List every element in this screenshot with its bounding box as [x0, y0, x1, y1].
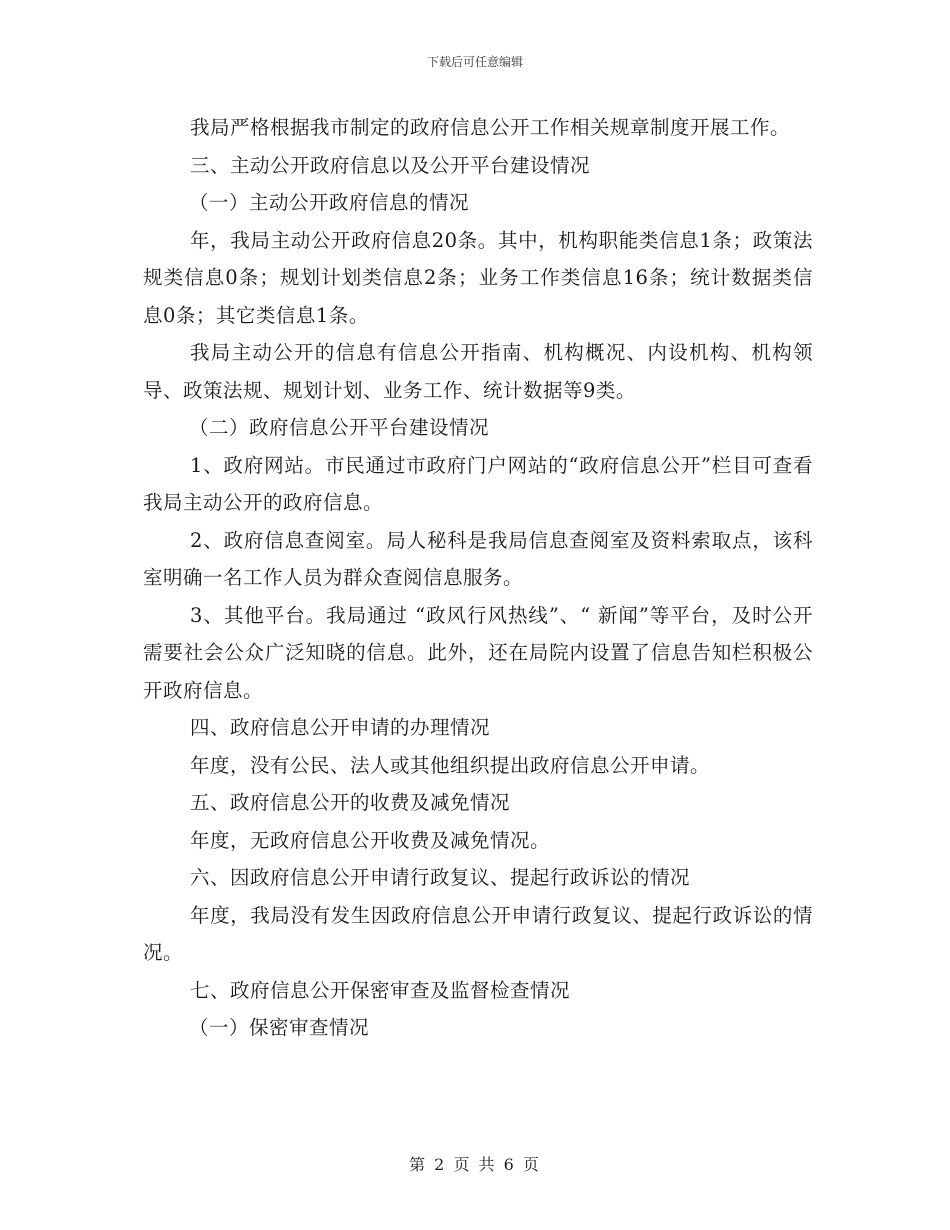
subsection-heading-7-1: （一）保密审查情况 — [189, 1016, 370, 1039]
header-note: 下载后可任意编辑 — [426, 55, 523, 69]
section-heading-3: 三、主动公开政府信息以及公开平台建设情况 — [190, 153, 591, 177]
paragraph-disclosure-count: 年，我局主动公开政府信息20条。其中，机构职能类信息1条；政策法规类信息0条；规划计划类信息2条；业务工作类信息16条；统计数据类信息0条；其它类信息1条。 — [143, 228, 813, 327]
subsection-heading-3-2: （二）政府信息公开平台建设情况 — [189, 416, 490, 439]
paragraph-government-website: 1、政府网站。市民通过市政府门户网站的“政府信息公开”栏目可查看我局主动公开的政府信息。 — [143, 453, 813, 514]
document-body — [143, 109, 813, 1047]
section-heading-5: 五、政府信息公开的收费及减免情况 — [190, 791, 511, 814]
paragraph-reading-room: 2、政府信息查阅室。局人秘科是我局信息查阅室及资料索取点，该科室明确一名工作人员为群众查阅信息服务。 — [143, 528, 813, 589]
page-number: 第 2 页 共 6 页 — [409, 1155, 541, 1174]
subsection-heading-3-1: （一）主动公开政府信息的情况 — [189, 191, 470, 214]
paragraph-review-litigation: 年度，我局没有发生因政府信息公开申请行政复议、提起行政诉讼的情况。 — [143, 903, 813, 964]
section-heading-7: 七、政府信息公开保密审查及监督检查情况 — [190, 978, 571, 1002]
paragraph-disclosure-categories: 我局主动公开的信息有信息公开指南、机构概况、内设机构、机构领导、政策法规、规划计划、业务工作、统计数据等9类。 — [143, 341, 813, 402]
paragraph-applications: 年度，没有公民、法人或其他组织提出政府信息公开申请。 — [190, 753, 711, 777]
section-heading-4: 四、政府信息公开申请的办理情况 — [190, 716, 491, 739]
paragraph-fees: 年度，无政府信息公开收费及减免情况。 — [190, 828, 551, 852]
paragraph-rules: 我局严格根据我市制定的政府信息公开工作相关规章制度开展工作。 — [190, 116, 791, 139]
section-heading-6: 六、因政府信息公开申请行政复议、提起行政诉讼的情况 — [190, 866, 691, 889]
paragraph-other-platforms: 3、其他平台。我局通过 “政风行风热线”、“ 新闻”等平台，及时公开需要社会公众广泛知晓的信息。此外，还在局院内设置了信息告知栏积极公开政府信息。 — [143, 603, 813, 702]
